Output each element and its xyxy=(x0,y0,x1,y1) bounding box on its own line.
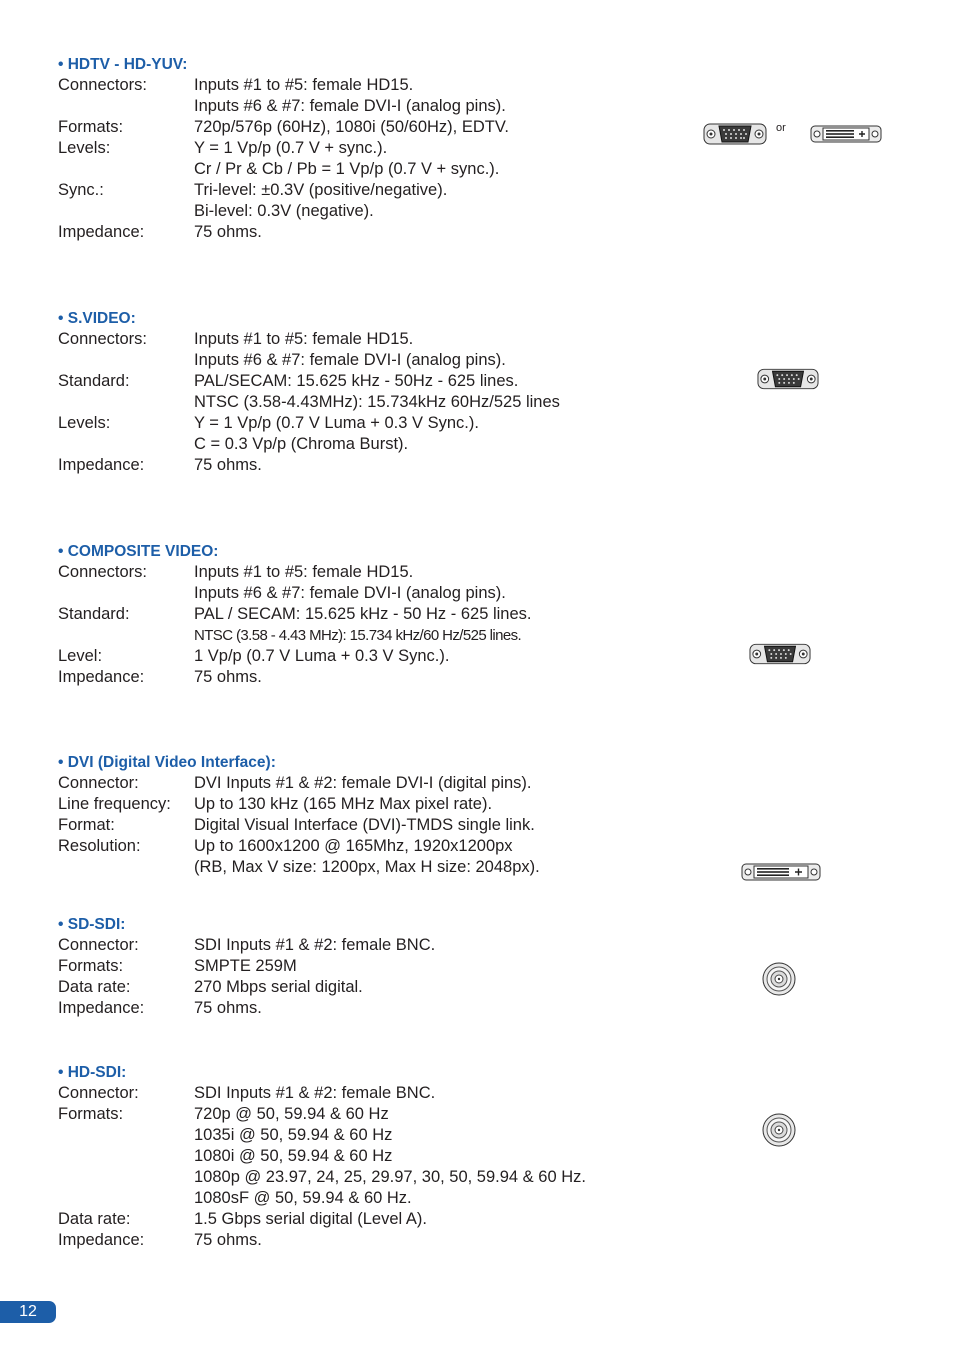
spec-label: Connectors: xyxy=(58,330,147,348)
spec-value: 1080i @ 50, 59.94 & 60 Hz xyxy=(194,1147,393,1165)
section-title: • SD-SDI: xyxy=(58,916,126,933)
spec-list xyxy=(58,935,435,1019)
spec-list xyxy=(58,75,509,243)
spec-row xyxy=(58,1167,586,1188)
section-svideo xyxy=(58,308,560,476)
spec-value: NTSC (3.58 - 4.43 MHz): 15.734 kHz/60 Hz/525 lines. xyxy=(194,627,522,644)
section-composite-video xyxy=(58,541,531,688)
spec-label: Standard: xyxy=(58,372,130,390)
bnc-connector-icon xyxy=(762,962,796,996)
spec-row xyxy=(58,371,560,392)
spec-value: PAL/SECAM: 15.625 kHz - 50Hz - 625 lines. xyxy=(194,372,519,390)
spec-value: DVI Inputs #1 & #2: female DVI-I (digital pins). xyxy=(194,774,532,792)
spec-label: Data rate: xyxy=(58,978,131,996)
spec-value: SDI Inputs #1 & #2: female BNC. xyxy=(194,1084,436,1102)
spec-label xyxy=(58,1188,194,1209)
spec-label: Impedance: xyxy=(58,223,145,241)
spec-row xyxy=(58,180,509,201)
spec-label xyxy=(58,201,194,222)
spec-label xyxy=(58,1167,194,1188)
spec-row xyxy=(58,857,540,878)
section-title: • DVI (Digital Video Interface): xyxy=(58,754,276,771)
spec-label: Connector: xyxy=(58,1084,139,1102)
spec-row xyxy=(58,413,560,434)
spec-label: Connectors: xyxy=(58,563,147,581)
spec-label: Formats: xyxy=(58,118,124,136)
spec-list xyxy=(58,1083,586,1251)
spec-label: Connectors: xyxy=(58,76,147,94)
spec-value: Inputs #1 to #5: female HD15. xyxy=(194,76,414,94)
spec-label xyxy=(58,1125,194,1146)
spec-label xyxy=(58,857,194,878)
spec-label xyxy=(58,96,194,117)
spec-value: 75 ohms. xyxy=(194,1231,262,1249)
connector-or-label: or xyxy=(776,122,786,134)
page-number: 12 xyxy=(0,1301,56,1323)
spec-value: Tri-level: ±0.3V (positive/negative). xyxy=(194,181,448,199)
spec-value: Inputs #6 & #7: female DVI-I (analog pins). xyxy=(194,351,506,369)
spec-value: 75 ohms. xyxy=(194,668,262,686)
spec-value: 75 ohms. xyxy=(194,223,262,241)
spec-row xyxy=(58,117,509,138)
spec-label: Standard: xyxy=(58,605,130,623)
spec-value: SMPTE 259M xyxy=(194,957,297,975)
spec-row xyxy=(58,977,435,998)
spec-row xyxy=(58,329,560,350)
spec-row xyxy=(58,96,509,117)
section-title: • S.VIDEO: xyxy=(58,310,136,327)
spec-label xyxy=(58,1146,194,1167)
section-dvi xyxy=(58,752,540,878)
spec-row xyxy=(58,956,435,977)
spec-value: Bi-level: 0.3V (negative). xyxy=(194,202,374,220)
spec-value: Inputs #6 & #7: female DVI-I (analog pins). xyxy=(194,584,506,602)
bnc-connector-icon xyxy=(762,1113,796,1147)
spec-value: C = 0.3 Vp/p (Chroma Burst). xyxy=(194,435,409,453)
spec-value: 1 Vp/p (0.7 V Luma + 0.3 V Sync.). xyxy=(194,647,450,665)
section-hdtv xyxy=(58,54,509,243)
spec-label: Formats: xyxy=(58,957,124,975)
spec-value: SDI Inputs #1 & #2: female BNC. xyxy=(194,936,436,954)
spec-label xyxy=(58,583,194,604)
spec-value: 1035i @ 50, 59.94 & 60 Hz xyxy=(194,1126,393,1144)
spec-label: Impedance: xyxy=(58,456,145,474)
spec-label: Line frequency: xyxy=(58,795,171,813)
spec-row xyxy=(58,836,540,857)
spec-row xyxy=(58,1146,586,1167)
spec-label: Resolution: xyxy=(58,837,141,855)
spec-row xyxy=(58,583,531,604)
spec-value: Inputs #1 to #5: female HD15. xyxy=(194,330,414,348)
spec-row xyxy=(58,138,509,159)
spec-row xyxy=(58,646,531,667)
spec-value: Y = 1 Vp/p (0.7 V Luma + 0.3 V Sync.). xyxy=(194,414,479,432)
spec-value: Digital Visual Interface (DVI)-TMDS single link. xyxy=(194,816,535,834)
spec-value: 1080sF @ 50, 59.94 & 60 Hz. xyxy=(194,1189,412,1207)
spec-label xyxy=(58,392,194,413)
spec-row xyxy=(58,350,560,371)
spec-value: 75 ohms. xyxy=(194,456,262,474)
spec-label: Levels: xyxy=(58,139,111,157)
spec-label xyxy=(58,350,194,371)
spec-label: Levels: xyxy=(58,414,111,432)
spec-label xyxy=(58,625,194,646)
spec-value: 1.5 Gbps serial digital (Level A). xyxy=(194,1210,427,1228)
spec-label: Sync.: xyxy=(58,181,104,199)
section-title: • HDTV - HD-YUV: xyxy=(58,56,188,73)
section-sd-sdi xyxy=(58,914,435,1019)
spec-row xyxy=(58,455,560,476)
spec-value: 1080p @ 23.97, 24, 25, 29.97, 30, 50, 59.94 & 60 Hz. xyxy=(194,1168,586,1186)
spec-value: Y = 1 Vp/p (0.7 V + sync.). xyxy=(194,139,388,157)
spec-row xyxy=(58,815,540,836)
spec-row xyxy=(58,998,435,1019)
spec-row xyxy=(58,1083,586,1104)
spec-row xyxy=(58,434,560,455)
spec-label xyxy=(58,159,194,180)
spec-row xyxy=(58,625,531,646)
spec-value: Up to 1600x1200 @ 165Mhz, 1920x1200px xyxy=(194,837,513,855)
spec-row xyxy=(58,935,435,956)
spec-value: NTSC (3.58-4.43MHz): 15.734kHz 60Hz/525 lines xyxy=(194,393,560,411)
section-hd-sdi xyxy=(58,1062,586,1251)
spec-label: Impedance: xyxy=(58,999,145,1017)
spec-row xyxy=(58,562,531,583)
spec-label: Format: xyxy=(58,816,115,834)
spec-row xyxy=(58,1230,586,1251)
hd15-connector-icon xyxy=(703,122,767,146)
spec-value: Inputs #6 & #7: female DVI-I (analog pins). xyxy=(194,97,506,115)
spec-value: Inputs #1 to #5: female HD15. xyxy=(194,563,414,581)
spec-value: Cr / Pr & Cb / Pb = 1 Vp/p (0.7 V + sync.). xyxy=(194,160,500,178)
spec-value: (RB, Max V size: 1200px, Max H size: 2048px). xyxy=(194,858,540,876)
spec-value: 270 Mbps serial digital. xyxy=(194,978,363,996)
spec-list xyxy=(58,329,560,476)
spec-value: PAL / SECAM: 15.625 kHz - 50 Hz - 625 lines. xyxy=(194,605,532,623)
spec-row xyxy=(58,75,509,96)
spec-list xyxy=(58,773,540,878)
spec-value: Up to 130 kHz (165 MHz Max pixel rate). xyxy=(194,795,493,813)
spec-row xyxy=(58,794,540,815)
spec-row xyxy=(58,1188,586,1209)
spec-row xyxy=(58,1104,586,1125)
spec-label: Impedance: xyxy=(58,668,145,686)
spec-label xyxy=(58,434,194,455)
spec-value: 75 ohms. xyxy=(194,999,262,1017)
hd15-connector-icon xyxy=(757,367,819,391)
dvi-connector-icon xyxy=(741,862,821,882)
spec-value: 720p/576p (60Hz), 1080i (50/60Hz), EDTV. xyxy=(194,118,509,136)
spec-label: Connector: xyxy=(58,774,139,792)
spec-row xyxy=(58,604,531,625)
spec-label: Impedance: xyxy=(58,1231,145,1249)
spec-row xyxy=(58,773,540,794)
spec-label: Data rate: xyxy=(58,1210,131,1228)
spec-row xyxy=(58,392,560,413)
dvi-connector-icon xyxy=(810,124,882,144)
hd15-connector-icon xyxy=(749,642,811,666)
section-title: • COMPOSITE VIDEO: xyxy=(58,543,219,560)
spec-row xyxy=(58,159,509,180)
section-title: • HD-SDI: xyxy=(58,1064,127,1081)
spec-label: Formats: xyxy=(58,1105,124,1123)
spec-row xyxy=(58,667,531,688)
spec-row xyxy=(58,201,509,222)
spec-label: Level: xyxy=(58,647,103,665)
spec-list xyxy=(58,562,531,688)
spec-row xyxy=(58,222,509,243)
spec-row xyxy=(58,1125,586,1146)
spec-value: 720p @ 50, 59.94 & 60 Hz xyxy=(194,1105,389,1123)
spec-row xyxy=(58,1209,586,1230)
spec-label: Connector: xyxy=(58,936,139,954)
